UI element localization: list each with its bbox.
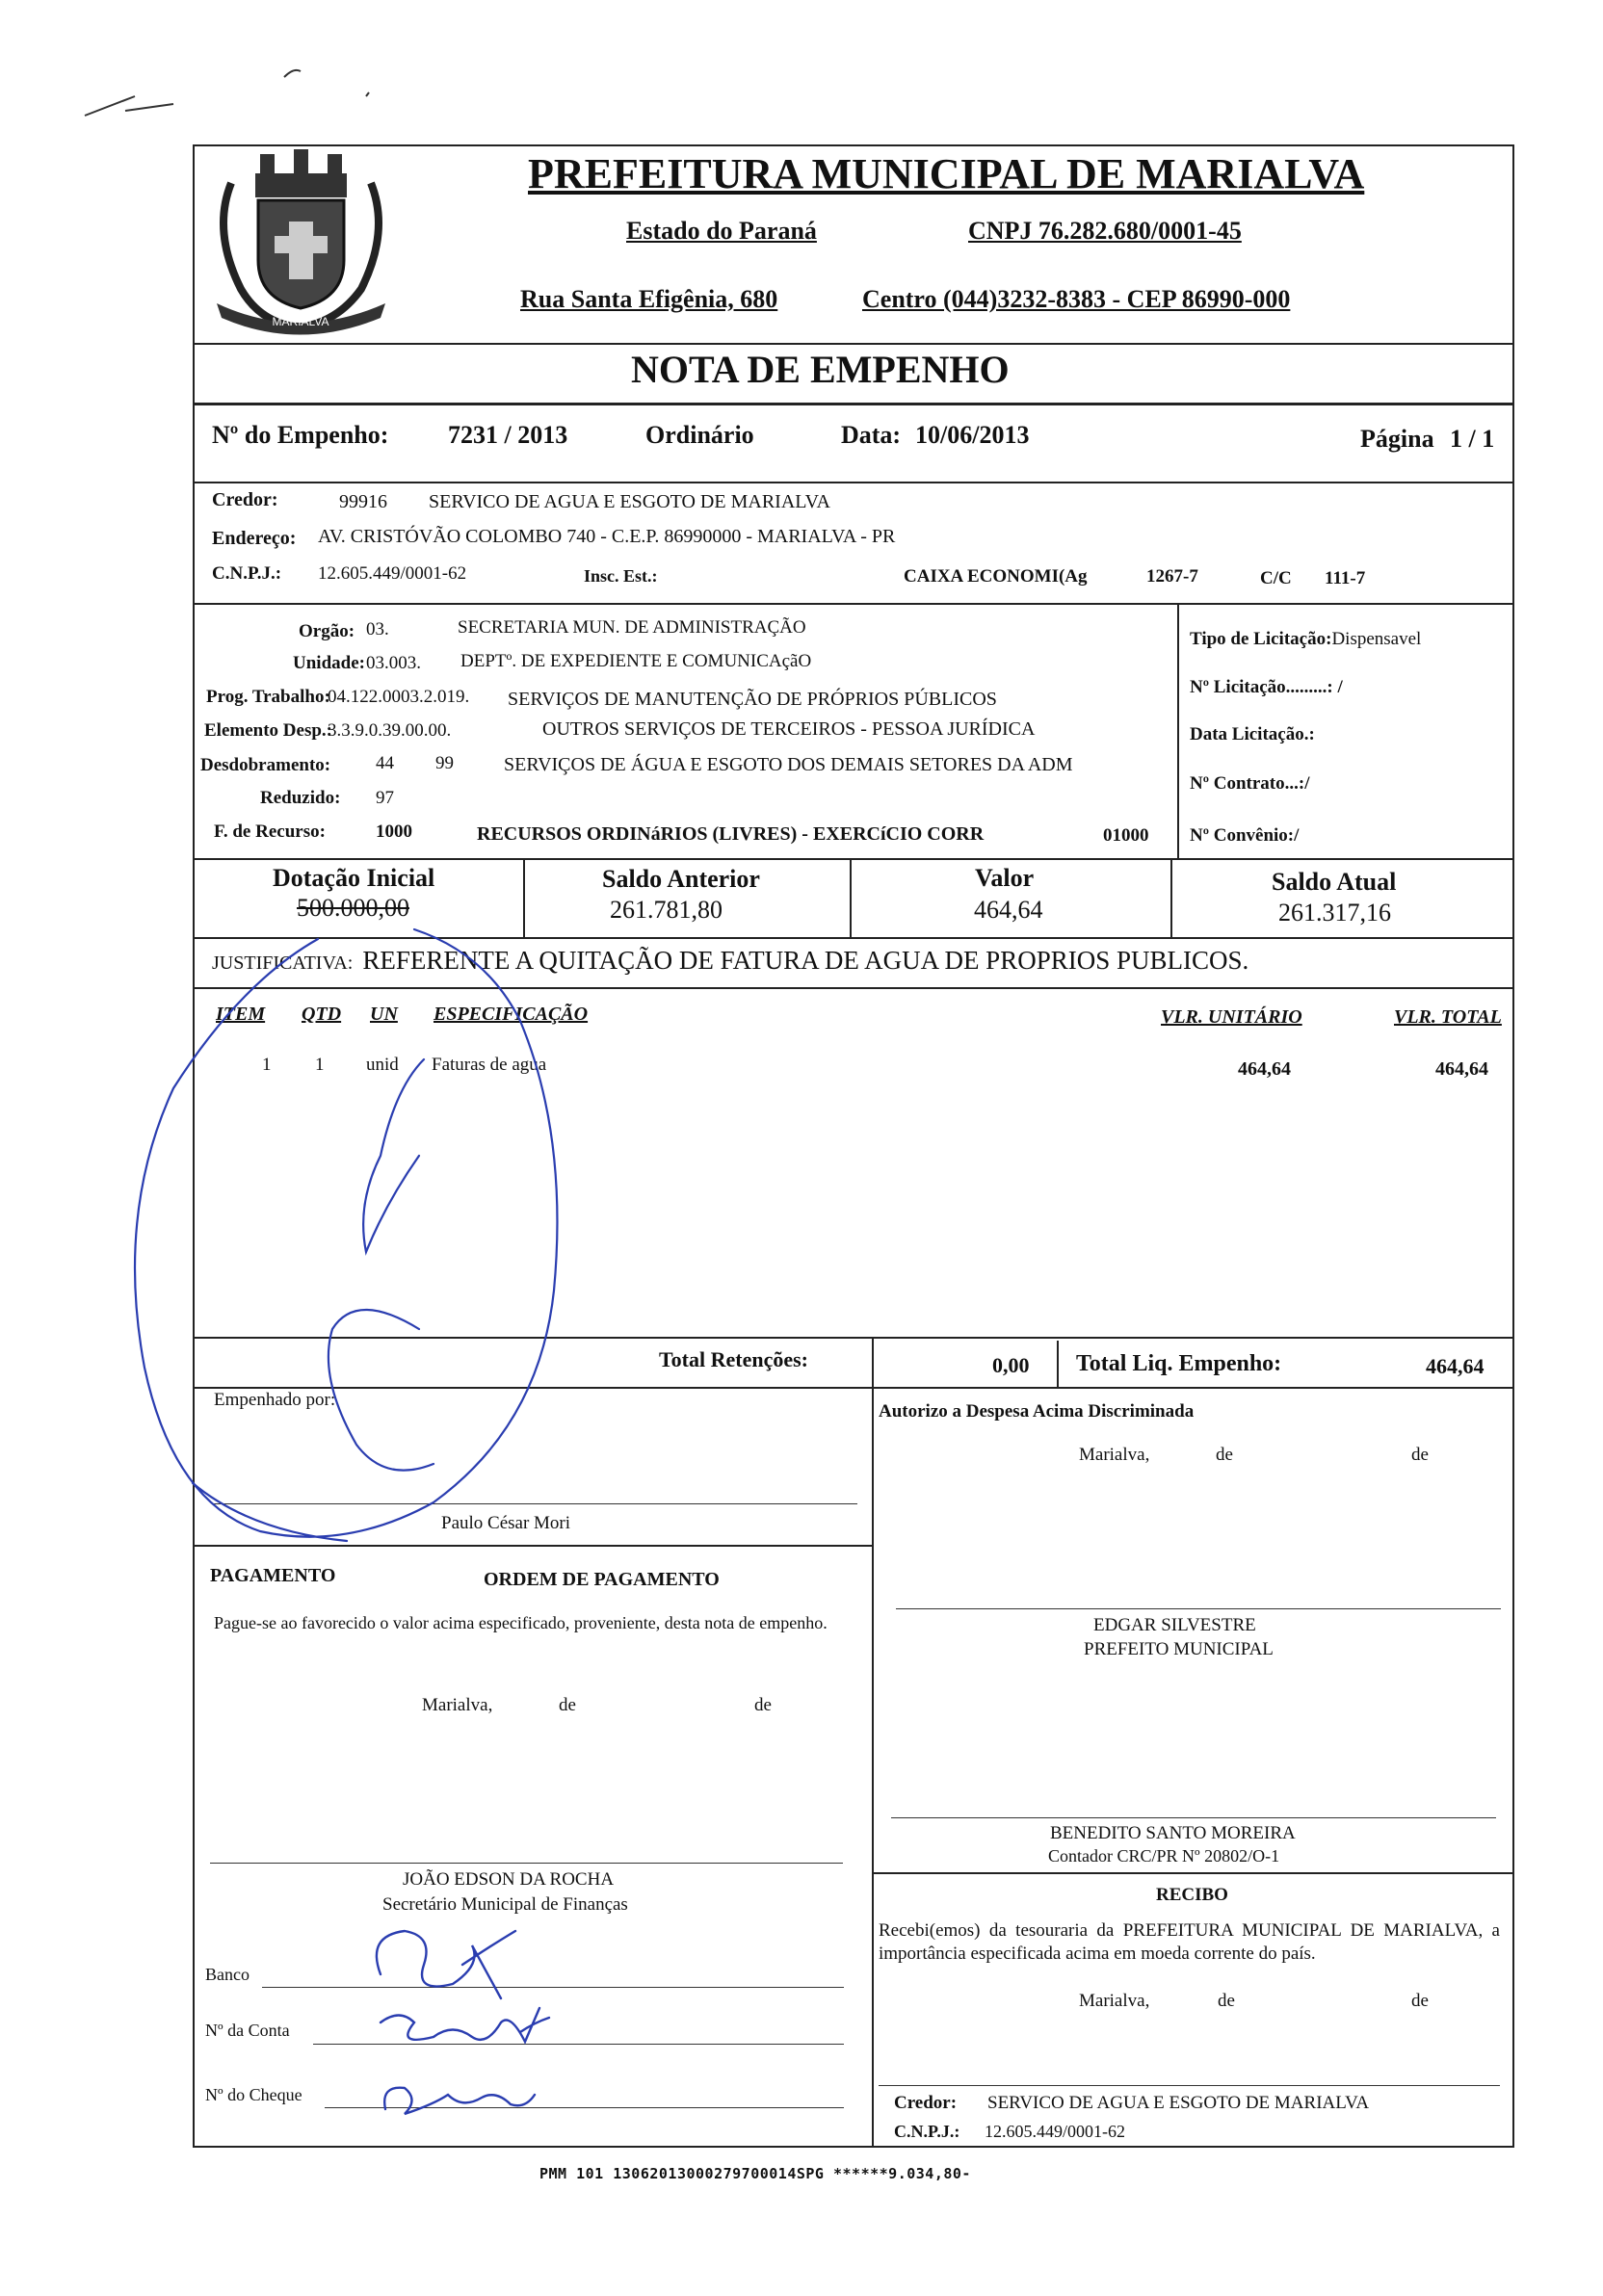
orgao-code: 03. [366,619,389,639]
secretario-name: JOÃO EDSON DA ROCHA [403,1869,615,1890]
recibo-label: RECIBO [1156,1885,1228,1905]
bank-agency: 1267-7 [1146,566,1198,587]
empenhado-label: Empenhado por: [214,1390,336,1410]
liq-label: Total Liq. Empenho: [1076,1351,1282,1376]
atual-label: Saldo Atual [1272,868,1397,896]
prog-code: 04.122.0003.2.019. [328,687,470,707]
empenho-number-label: Nº do Empenho: [212,421,389,449]
header-title: PREFEITURA MUNICIPAL DE MARIALVA [528,150,1365,197]
items-header-total: VLR. TOTAL [1394,1006,1502,1028]
empenho-date: 10/06/2013 [915,421,1030,449]
desdob-b: 99 [435,753,454,773]
orgao-label: Orgão: [299,621,355,641]
item-row-1-qtd: 1 [315,1055,325,1075]
credor-name: SERVICO DE AGUA E ESGOTO DE MARIALVA [429,491,830,512]
atual-value: 261.317,16 [1278,899,1391,926]
desdob-label: Desdobramento: [200,755,331,775]
recibo-place: Marialva, [1079,1991,1150,2011]
recurso-name: RECURSOS ORDINáRIOS (LIVRES) - EXERCíCIO CORR [477,823,985,845]
ordem-label: ORDEM DE PAGAMENTO [484,1569,720,1590]
anterior-value: 261.781,80 [610,896,723,924]
items-header-spec: ESPECIFICAÇÃO [434,1004,589,1025]
autorizo-text: Autorizo a Despesa Acima Discriminada [879,1401,1195,1422]
reduzido-value: 97 [376,788,394,808]
address-label: Endereço: [212,528,297,549]
cnpj-value: 12.605.449/0001-62 [318,563,467,584]
orgao-name: SECRETARIA MUN. DE ADMINISTRAÇÃO [458,617,806,638]
empenho-type: Ordinário [645,421,754,449]
licitacao-numero: Nº Licitação.........: / [1190,677,1343,697]
retencoes-value: 0,00 [992,1353,1030,1377]
item-row-1-un: unid [366,1055,399,1075]
retencoes-label: Total Retenções: [659,1347,808,1371]
unidade-code: 03.003. [366,653,421,673]
recibo-text: Recebi(emos) da tesouraria da PREFEITURA MUNICIPAL DE MARIALVA, a importância especificada acima em moeda corrente do país. [879,1920,1500,1964]
unidade-label: Unidade: [293,653,365,673]
prog-label: Prog. Trabalho: [206,687,330,707]
cc-label: C/C [1260,568,1292,588]
credor-label: Credor: [212,489,278,510]
justificativa-label: JUSTIFICATIVA: [212,952,354,974]
licitacao-data: Data Licitação.: [1190,724,1315,744]
valor-label: Valor [975,864,1035,892]
header-contact: Centro (044)3232-8383 - CEP 86990-000 [862,285,1291,313]
licitacao-contrato: Nº Contrato...:/ [1190,773,1310,794]
empenho-number: 7231 / 2013 [448,421,568,449]
insc-label: Insc. Est.: [584,566,658,586]
contador-name: BENEDITO SANTO MOREIRA [1050,1823,1296,1843]
item-row-1-unit: 464,64 [1238,1058,1291,1080]
pagamento-text: Pague-se ao favorecido o valor acima especificado, proveniente, desta nota de empenho. [214,1613,828,1632]
secretario-title: Secretário Municipal de Finanças [382,1894,628,1915]
recurso-num: 01000 [1103,825,1149,846]
unidade-name: DEPTº. DE EXPEDIENTE E COMUNICAçãO [460,651,812,671]
pagamento-label: PAGAMENTO [210,1565,336,1586]
item-row-1-spec: Faturas de agua [432,1055,547,1075]
cheque-label: Nº do Cheque [205,2085,302,2104]
recibo-cnpj: 12.605.449/0001-62 [985,2122,1125,2141]
autorizo-place: Marialva, [1079,1445,1150,1465]
recibo-credor: SERVICO DE AGUA E ESGOTO DE MARIALVA [987,2093,1370,2113]
page-label: Página [1360,425,1434,453]
recibo-credor-label: Credor: [894,2093,958,2113]
justificativa [212,946,1248,976]
elemento-name: OUTROS SERVIÇOS DE TERCEIROS - PESSOA JURÍDICA [542,718,1036,740]
empenho-date-label: Data: [841,421,902,449]
empenhado-name: Paulo César Mori [441,1513,571,1533]
prefeito-name: EDGAR SILVESTRE [1093,1615,1256,1635]
dotacao-label: Dotação Inicial [273,864,435,892]
header-cnpj: CNPJ 76.282.680/0001-45 [968,217,1242,245]
svg-text:MARIALVA: MARIALVA [272,315,329,328]
page-number: 1 / 1 [1450,425,1495,453]
cc-value: 111-7 [1325,568,1366,588]
banco-label: Banco [205,1965,250,1984]
cnpj-label: C.N.P.J.: [212,563,282,584]
credor-code: 99916 [339,491,387,512]
desdob-a: 44 [376,753,394,773]
recibo-de-1: de [1218,1991,1235,2011]
conta-label: Nº da Conta [205,2021,290,2040]
reduzido-label: Reduzido: [260,788,341,808]
header-state: Estado do Paraná [626,217,817,245]
elemento-label: Elemento Desp.: [204,720,332,741]
autorizo-de-2: de [1411,1445,1429,1465]
autorizo-de-1: de [1216,1445,1233,1465]
address-value: AV. CRISTÓVÃO COLOMBO 740 - C.E.P. 86990000 - MARIALVA - PR [318,526,896,547]
recurso-label: F. de Recurso: [214,822,326,842]
pagamento-de-2: de [754,1695,772,1715]
prog-name: SERVIÇOS DE MANUTENÇÃO DE PRÓPRIOS PÚBLICOS [508,689,997,710]
pagamento-place: Marialva, [422,1695,493,1715]
valor-value: 464,64 [974,896,1043,924]
liq-value: 464,64 [1426,1354,1485,1378]
anterior-label: Saldo Anterior [602,865,760,893]
recibo-de-2: de [1411,1991,1429,2011]
licitacao-convenio: Nº Convênio:/ [1190,825,1300,846]
justificativa-text: REFERENTE A QUITAÇÃO DE FATURA DE AGUA DE PROPRIOS PUBLICOS. [362,946,1249,975]
pagamento-de-1: de [559,1695,576,1715]
header-address: Rua Santa Efigênia, 680 [520,285,778,313]
dotacao-value: 500.000,00 [297,894,409,922]
prefeito-title: PREFEITO MUNICIPAL [1084,1639,1274,1659]
elemento-code: 3.3.9.0.39.00.00. [328,720,452,741]
items-header-item: ITEM [216,1004,266,1025]
items-header-unit: VLR. UNITÁRIO [1161,1006,1302,1028]
items-header-qtd: QTD [302,1004,342,1025]
item-row-1-item: 1 [262,1055,272,1075]
items-header-un: UN [370,1004,398,1025]
doc-title: NOTA DE EMPENHO [631,348,1010,391]
municipal-crest-icon [202,144,400,337]
recibo-cnpj-label: C.N.P.J.: [894,2122,960,2141]
bank-name: CAIXA ECONOMI(Ag [904,566,1088,587]
licitacao-tipo-label: Tipo de Licitação:Dispensavel [1190,629,1422,649]
footer-code: PMM 101 13062013000279700014SPG ******9.034,80- [539,2165,971,2182]
desdob-name: SERVIÇOS DE ÁGUA E ESGOTO DOS DEMAIS SETORES DA ADM [504,754,1073,775]
recurso-code: 1000 [376,822,412,842]
contador-title: Contador CRC/PR Nº 20802/O-1 [1048,1846,1280,1866]
item-row-1-total: 464,64 [1435,1058,1488,1080]
